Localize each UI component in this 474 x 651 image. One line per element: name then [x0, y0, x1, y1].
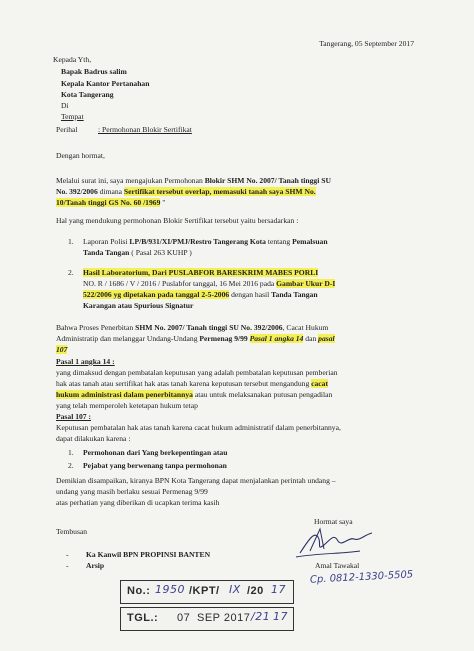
item2-line-3: 522/2006 yg dipetakan pada tanggal 2-5-2006 dengan hasil Tanda Tangan	[83, 290, 318, 299]
signature-scribble	[290, 523, 380, 561]
intro-line-1: Melalui surat ini, saya mengajukan Permohonan Blokir SHM No. 2007/ Tanah tinggi SU	[56, 176, 331, 185]
pasal1-title: Pasal 1 angka 14 :	[56, 357, 115, 366]
pasal107-line-2: dapat dilakukan karena :	[56, 434, 131, 443]
reason-2-number: 2.	[68, 461, 74, 470]
reason-1-number: 1.	[68, 448, 74, 457]
pasal1-line-4: yang telah memperoleh ketetapan hukum tetap	[56, 401, 198, 410]
pasal107-title: Pasal 107 :	[56, 412, 92, 421]
agenda-stamp-date: TGL.: 07 SEP 2017 /21 17	[120, 607, 294, 631]
signer-name: Amal Tawakal	[315, 561, 360, 570]
recipient-di: Di	[61, 101, 69, 110]
proses-line-2: Administratip dan melanggar Undang-Undang Permenag 9/99 Pasal 1 angka 14 dan pasal	[56, 334, 335, 343]
closing-line-1: Demikian disampaikan, kiranya BPN Kota Tangerang dapat menjalankan perintah undang –	[56, 476, 336, 485]
intro-line-2: No. 392/2006 dimana Sertifikat tersebut overlap, memasuki tanah saya SHM No.	[56, 187, 316, 196]
pasal1-line-3: hukum administrasi dalam penerbitannya atau untuk melaksanakan putusan pengadilan	[56, 390, 333, 399]
recipient-line: Kepada Yth,	[53, 55, 92, 64]
greeting: Dengan hormat,	[56, 151, 105, 160]
tembusan-label: Tembusan	[56, 527, 88, 536]
intro-line-3: 10/Tanah tinggi GS No. 60 /1969 "	[56, 198, 166, 207]
perihal-label: Perihal	[56, 125, 78, 134]
recipient-city: Kota Tangerang	[61, 90, 114, 99]
reason-2-text: Pejabat yang berwenang tanpa permohonan	[83, 461, 227, 470]
recipient-tempat: Tempat	[61, 112, 84, 121]
tembusan-item-1: Ka Kanwil BPN PROPINSI BANTEN	[86, 550, 211, 559]
agenda-stamp-number: No.: 1950 /KPT/ IX /20 17	[120, 580, 294, 604]
pasal1-line-1: yang dimaksud dengan pembatalan keputusan yang adalah pembatalan keputusan pemberian	[56, 368, 338, 377]
tembusan-item-2: Arsip	[86, 561, 105, 570]
item2-number: 2.	[68, 268, 74, 277]
recipient-office: Kepala Kantor Pertanahan	[61, 79, 150, 88]
pasal107-line-1: Keputusan pembatalan hak atas tanah karena cacat hukum administratif dalam penerbitannya,	[56, 423, 341, 432]
closing-line-3: atas perhatian yang diberikan di ucapkan terima kasih	[56, 498, 220, 507]
item2-line-4: Karangan atau Spurious Signatur	[83, 301, 194, 310]
item1-line-1: Laporan Polisi LP/B/931/XI/PMJ/Restro Tangerang Kota tentang Pemalsuan	[83, 237, 328, 246]
tembusan-dash-1: -	[66, 550, 69, 559]
tembusan-dash-2: -	[66, 561, 69, 570]
recipient-name: Bapak Badrus salim	[61, 67, 127, 76]
item1-line-2: Tanda Tangan ( Pasal 263 KUHP )	[83, 248, 192, 257]
pasal1-line-2: hak atas tanah atau sertifikat hak atas tanah karena keputusan tersebut mengandung cacat	[56, 379, 329, 388]
proses-line-1: Bahwa Proses Penerbitan SHM No. 2007/ Tanah tinggi SU No. 392/2006, Cacat Hukum	[56, 323, 329, 332]
support-line: Hal yang mendukung permohonan Blokir Sertifikat tersebut yaitu bersadarkan :	[56, 216, 299, 225]
proses-line-3: 107	[56, 345, 68, 354]
item2-line-1: Hasil Laboratorium, Dari PUSLABFOR BARESKRIM MABES PORLI	[83, 268, 319, 277]
hormat-saya: Hormat saya	[314, 517, 353, 526]
handwritten-phone: Cp. 0812-1330-5505	[309, 569, 414, 586]
closing-line-2: undang yang masih berlaku sesuai Permenag 9/99	[56, 487, 208, 496]
reason-1-text: Permohonan dari Yang berkepentingan atau	[83, 448, 228, 457]
perihal-value: : Permohonan Blokir Sertifikat	[98, 125, 192, 134]
letter-date: Tangerang, 05 September 2017	[319, 39, 414, 48]
item1-number: 1.	[68, 237, 74, 246]
item2-line-2: NO. R / 1686 / V / 2016 / Puslabfor tanggal, 16 Mei 2016 pada Gambar Ukur D-I	[83, 279, 336, 288]
